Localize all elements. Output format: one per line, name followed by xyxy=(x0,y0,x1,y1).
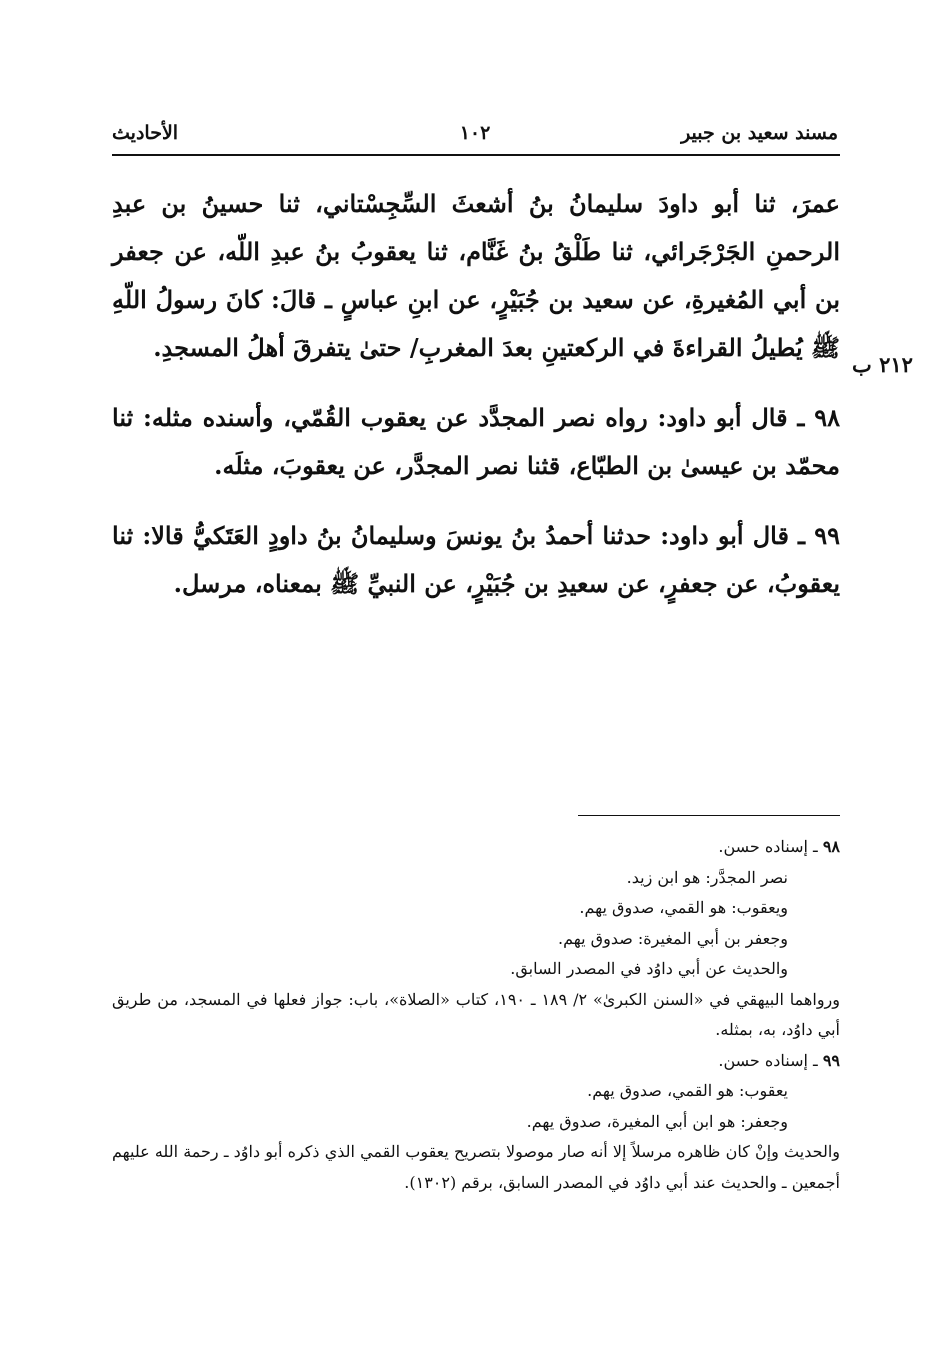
hadith-98: ٩٨ ـ قال أبو داود: رواه نصر المجدَّد عن يعقوب القُمّي، وأسنده مثله: ثنا محمّد بن عيسىٰ بن الطبّاع، قثنا نصر المجدَّر، عن يعقوبَ، مثلَه. xyxy=(112,403,840,480)
manuscript-folio-marker: ٢١٢ ب xyxy=(852,352,913,377)
footnote-line: وجعفر: هو ابن أبي المغيرة، صدوق يهم. xyxy=(526,1111,788,1131)
footnote-line: نصر المجدَّر: هو ابن زيد. xyxy=(626,867,788,887)
footnote-number: ٩٩ xyxy=(822,1050,840,1070)
footnote-98-heading xyxy=(112,832,840,863)
page-number: ١٠٢ xyxy=(459,122,491,144)
footnote-line: ويعقوب: هو القمي، صدوق يهم. xyxy=(579,898,788,917)
running-header xyxy=(112,118,838,152)
footnote-line: يعقوب: هو القمي، صدوق يهم. xyxy=(587,1081,788,1100)
footnote-paragraph: والحديث وإنْ كان ظاهره مرسلاً إلا أنه صار موصولا بتصريح يعقوب القمي الذي ذكره أبو داوُد ـ رحمة الله عليهم أجمعين ـ والحديث عند أبي داوُد في المصدر السابق، برقم (١٣٠٢). xyxy=(112,1142,840,1192)
footnote-99-heading xyxy=(112,1046,840,1077)
footnote-line: وجعفر بن أبي المغيرة: صدوق يهم. xyxy=(558,928,788,948)
book-title: مسند سعيد بن جبير xyxy=(681,122,838,144)
hadith-99: ٩٩ ـ قال أبو داود: حدثنا أحمدُ بنُ يونسَ وسليمانُ بنُ داودٍ العَتَكيُّ قالا: ثنا يعقوبُ، عن جعفرٍ، عن سعيدِ بن جُبَيْرٍ، عن النبيِّ ﷺ بمعناه، مرسل. xyxy=(112,521,840,598)
footnote-number: ٩٨ xyxy=(822,837,840,856)
footnote-line: والحديث عن أبي داوُد في المصدر السابق. xyxy=(510,959,788,978)
footnote-heading-text: ـ إسناده حسن. xyxy=(718,837,818,856)
footnote-rule xyxy=(578,815,840,816)
section-title: الأحاديث xyxy=(112,122,179,144)
footnote-paragraph: ورواهما البيهقي في «السنن الكبرىٰ» ٢/ ١٨٩ ـ ١٩٠، كتاب «الصلاة»، باب: جواز فعلها في المسجد، من طريق أبي داوُد، به، بمثله. xyxy=(112,989,840,1039)
header-rule xyxy=(112,154,840,156)
main-text xyxy=(112,180,840,608)
footnote-heading-text: ـ إسناده حسن. xyxy=(718,1050,818,1070)
footnotes xyxy=(112,832,840,1198)
hadith-97-tail: عمرَ، ثنا أبو داودَ سليمانُ بنُ أشعثَ السِّجِسْتاني، ثنا حسينُ بن عبدِ الرحمنِ الجَرْجَرائي، ثنا طَلْقُ بنُ غَنَّام، ثنا يعقوبُ بنُ عبدِ اللّه، عن جعفر بن أبي المُغيرةِ، عن سعيد بن جُبَيْرٍ، عن ابنِ عباسٍ ـ قالَ: كانَ رسولُ اللّهِ ﷺ يُطيلُ القراءةَ في الركعتينِ بعدَ المغربِ/ حتىٰ يتفرقَ أهلُ المسجدِ. xyxy=(112,189,840,362)
